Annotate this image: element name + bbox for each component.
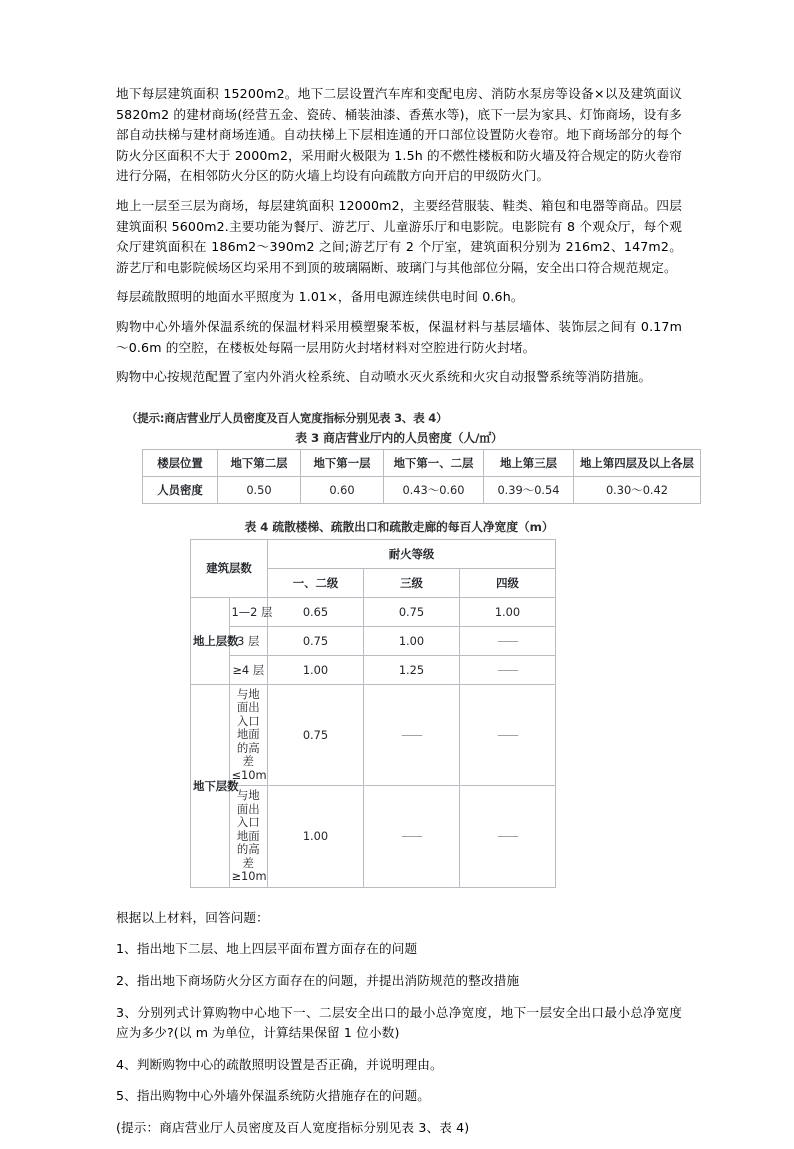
- table4-value-cell: 1.00: [364, 626, 460, 655]
- scan-hint-text: （提示:商店营业厅人员密度及百人宽度指标分别见表 3、表 4）: [126, 410, 448, 425]
- table-row: [143, 476, 701, 503]
- table3-cell: 地下第一层: [301, 449, 384, 476]
- table3-row-header: 人员密度: [143, 476, 218, 503]
- table4-floors-cell: 与地面出入口地面的高差≥10m: [229, 786, 268, 888]
- table3-cell: 地上第四层及以上各层: [574, 449, 701, 476]
- closing-hint: (提示：商店营业厅人员密度及百人宽度指标分别见表 3、表 4): [116, 1119, 470, 1135]
- table3-cell: 地下第一、二层: [384, 449, 484, 476]
- paragraph-fire-systems: 购物中心按规范配置了室内外消火栓系统、自动喷水灭火系统和火灾自动报警系统等消防措施。: [116, 369, 652, 385]
- scanned-tables-block: [116, 410, 694, 888]
- paragraph-aboveground-floors: 地上一层至三层为商场，每层建筑面积 12000m2，主要经营服装、鞋类、箱包和电器等商品。四层建筑面积 5600m2.主要功能为餐厅、游艺厅、儿童游乐厅和电影院。电影院有 8 个观众厅，每个观众厅建筑面积在 186m2～390m2 之间;游艺厅有 2 个厅室，建筑面积分别为 216m2、147m2。游艺厅和电影院候场区均采用不到顶的玻璃隔断、玻璃门与其他部位分隔，安全出口符合规范规定。: [116, 197, 682, 275]
- table3-cell: 0.30～0.42: [574, 476, 701, 503]
- table-row: [191, 786, 556, 888]
- table4-value-cell: 1.00: [268, 786, 364, 888]
- table4-group-label: 地下层数: [191, 684, 230, 887]
- table4-value-cell: 1.00: [460, 597, 556, 626]
- table4-value-cell: 0.75: [268, 626, 364, 655]
- table3-row-header: 楼层位置: [143, 449, 218, 476]
- table4-value-cell: 0.65: [268, 597, 364, 626]
- table4-group-label: 地上层数: [191, 597, 230, 684]
- table4-value-cell: 1.00: [268, 655, 364, 684]
- paragraph-underground-floors: 地下每层建筑面积 15200m2。地下二层设置汽车库和变配电房、消防水泵房等设备×以及建筑面议 5820m2 的建材商场(经营五金、瓷砖、桶装油漆、香蕉水等)，底下一层为家具、灯饰商场，设有多部自动扶梯与建材商场连通。自动扶梯上下层相连通的开口部位设置防火卷帘。地下商场部分的每个防火分区面积不大于 2000m2，采用耐火极限为 1.5h 的不燃性楼板和防火墙及符合规定的防火卷帘进行分隔，在相邻防火分区的防火墙上均设有向疏散方向开启的甲级防火门。: [116, 86, 682, 184]
- table-3-occupant-density: [142, 449, 701, 504]
- table-row: [191, 684, 556, 786]
- table3-caption: 表 3 商店营业厅内的人员密度（人/㎡）: [295, 430, 503, 445]
- table3-cell: 0.60: [301, 476, 384, 503]
- document-body: [116, 84, 694, 1149]
- paragraph-external-insulation: 购物中心外墙外保温系统的保温材料采用模塑聚苯板，保温材料与基层墙体、装饰层之间有 0.17m～0.6m 的空腔，在楼板处每隔一层用防火封堵材料对空腔进行防火封堵。: [116, 318, 682, 355]
- table3-cell: 0.43～0.60: [384, 476, 484, 503]
- table4-value-cell: ——: [460, 626, 556, 655]
- table3-cell: 0.50: [218, 476, 301, 503]
- question-item-5: 5、指出购物中心外墙外保温系统防火措施存在的问题。: [116, 1088, 431, 1104]
- table4-value-cell: 1.25: [364, 655, 460, 684]
- table4-rating-col: 三级: [364, 568, 460, 597]
- table-4-net-width-per-100-persons: [190, 539, 556, 888]
- question-item-3: 3、分别列式计算购物中心地下一、二层安全出口的最小总净宽度，地下一层安全出口最小总净宽度应为多少?(以 m 为单位，计算结果保留 1 位小数): [116, 1004, 682, 1041]
- table-row: [191, 655, 556, 684]
- table4-caption: 表 4 疏散楼梯、疏散出口和疏散走廊的每百人净宽度（m）: [244, 519, 554, 534]
- table3-cell: 地上第三层: [484, 449, 574, 476]
- table4-value-cell: ——: [460, 684, 556, 786]
- table4-value-cell: 0.75: [364, 597, 460, 626]
- table4-value-cell: ——: [364, 786, 460, 888]
- questions-section: [116, 908, 682, 1139]
- table4-value-cell: 0.75: [268, 684, 364, 786]
- paragraph-evacuation-lighting: 每层疏散照明的地面水平照度为 1.01×，备用电源连续供电时间 0.6h。: [116, 289, 524, 305]
- table-row: [191, 626, 556, 655]
- table3-cell: 0.39～0.54: [484, 476, 574, 503]
- table4-floors-cell: 1—2 层: [229, 597, 268, 626]
- table4-rating-col: 四级: [460, 568, 556, 597]
- table4-value-cell: ——: [364, 684, 460, 786]
- question-item-4: 4、判断购物中心的疏散照明设置是否正确，并说明理由。: [116, 1056, 443, 1072]
- table4-value-cell: ——: [460, 786, 556, 888]
- table3-cell: 地下第二层: [218, 449, 301, 476]
- table4-floor-count-header: 建筑层数: [191, 539, 268, 597]
- table4-floors-cell: 与地面出入口地面的高差≤10m: [229, 684, 268, 786]
- table4-rating-col: 一、二级: [268, 568, 364, 597]
- table4-fire-rating-header: 耐火等级: [268, 539, 556, 568]
- questions-intro: 根据以上材料，回答问题：: [116, 909, 269, 925]
- table-row: [143, 449, 701, 476]
- table4-floors-cell: ≥4 层: [229, 655, 268, 684]
- question-item-1: 1、指出地下二层、地上四层平面布置方面存在的问题: [116, 941, 418, 957]
- table4-floors-cell: 3 层: [229, 626, 268, 655]
- table-row: [191, 539, 556, 568]
- question-item-2: 2、指出地下商场防火分区方面存在的问题，并提出消防规范的整改措施: [116, 972, 520, 988]
- table4-value-cell: ——: [460, 655, 556, 684]
- table-row: [191, 597, 556, 626]
